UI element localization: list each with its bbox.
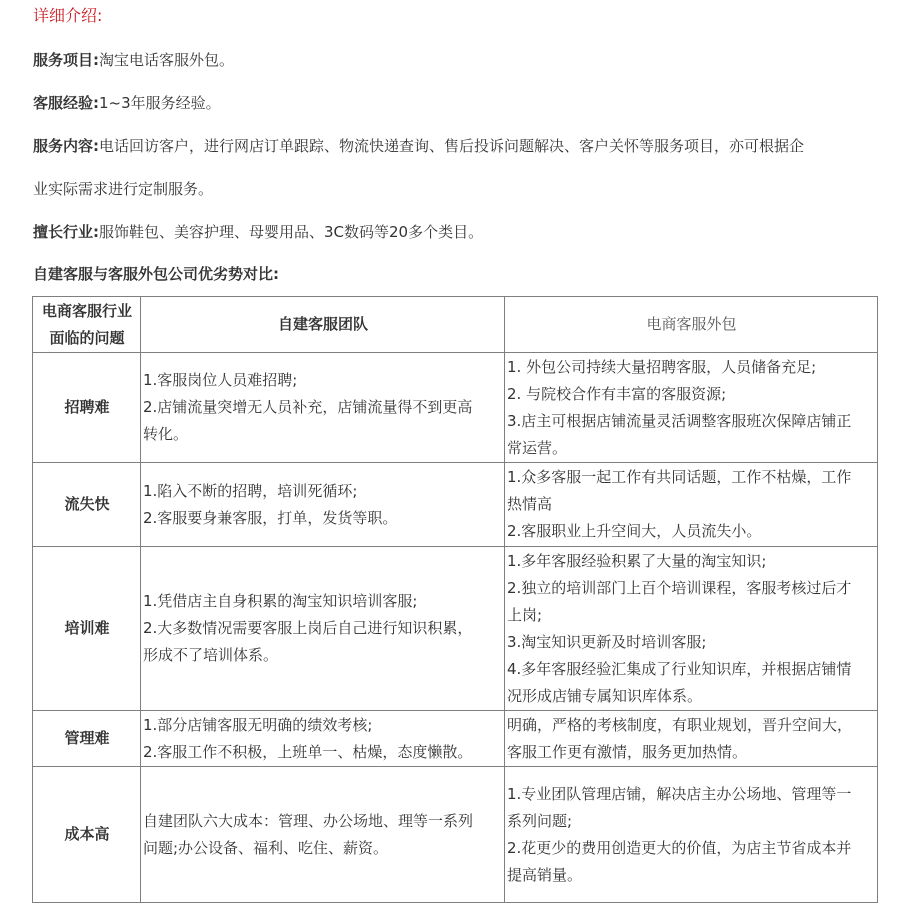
cell-text-line: 3.店主可根据店铺流量灵活调整客服班次保障店铺正 <box>507 411 852 430</box>
intro-heading: 详细介绍: <box>33 6 103 25</box>
cell-text-line: 1. 外包公司持续大量招聘客服，人员储备充足; <box>507 357 817 376</box>
industries-label: 擅长行业: <box>33 223 99 241</box>
self-built-cell <box>141 767 505 903</box>
service-item-label: 服务项目: <box>33 51 99 69</box>
cell-text-line: 系列问题; <box>507 811 573 830</box>
issue-cell: 管理难 <box>33 711 141 767</box>
cell-text-line: 热情高 <box>507 495 553 513</box>
table-row <box>33 767 878 903</box>
outsourced-cell <box>505 711 878 767</box>
cell-text-line: 常运营。 <box>507 438 568 457</box>
outsourced-cell <box>505 463 878 547</box>
cell-text-line: 1.客服岗位人员难招聘; <box>143 371 298 389</box>
cell-text-line: 明确，严格的考核制度，有职业规划，晋升空间大， <box>507 715 853 734</box>
table-row <box>33 547 878 711</box>
header-outsourced: 电商客服外包 <box>505 297 878 353</box>
self-built-cell <box>141 547 505 711</box>
industries-value: 服饰鞋包、美容护理、母婴用品、3C数码等20多个类目。 <box>99 223 484 241</box>
cell-text-line: 上岗; <box>507 605 543 624</box>
content-value: 电话回访客户，进行网店订单跟踪、物流快递查询、售后投诉问题解决、客户关怀等服务项目，亦可根据企 <box>99 137 805 155</box>
issue-cell: 成本高 <box>33 767 141 903</box>
self-built-cell <box>141 463 505 547</box>
header-issue <box>33 297 141 353</box>
cell-text-line: 问题;办公设备、福利、吃住、薪资。 <box>143 838 389 857</box>
table-row <box>33 463 878 547</box>
cell-text-line: 1.专业团队管理店铺，解决店主办公场地、管理等一 <box>507 784 852 803</box>
experience-label: 客服经验: <box>33 94 99 112</box>
cell-text-line: 提高销量。 <box>507 865 583 884</box>
content-label: 服务内容: <box>33 137 99 155</box>
cell-text-line: 2.客服要身兼客服，打单，发货等职。 <box>143 508 398 527</box>
issue-cell: 流失快 <box>33 463 141 547</box>
cell-text-line: 2.客服职业上升空间大，人员流失小。 <box>507 522 762 540</box>
compare-title: 自建客服与客服外包公司优劣势对比: <box>33 265 280 283</box>
outsourced-cell <box>505 547 878 711</box>
outsourced-cell <box>505 353 878 463</box>
header-issue-line1: 电商客服行业 <box>41 301 132 320</box>
cell-text-line: 客服工作更有激情，服务更加热情。 <box>507 742 748 761</box>
header-issue-line2: 面临的问题 <box>49 328 125 347</box>
cell-text-line: 况形成店铺专属知识库体系。 <box>507 686 703 705</box>
cell-text-line: 2. 与院校合作有丰富的客服资源; <box>507 384 727 403</box>
cell-text-line: 转化。 <box>143 425 189 443</box>
issue-cell: 培训难 <box>33 547 141 711</box>
comparison-table <box>32 296 878 903</box>
cell-text-line: 1.多年客服经验积累了大量的淘宝知识; <box>507 551 767 570</box>
table-header-row <box>33 297 878 353</box>
cell-text-line: 4.多年客服经验汇集成了行业知识库，并根据店铺情 <box>507 659 852 678</box>
issue-cell: 招聘难 <box>33 353 141 463</box>
industries-line <box>33 221 483 243</box>
cell-text-line: 2.客服工作不积极，上班单一、枯燥，态度懒散。 <box>143 742 473 761</box>
service-item-line <box>33 49 234 71</box>
cell-text-line: 1.凭借店主自身积累的淘宝知识培训客服; <box>143 592 418 610</box>
experience-line <box>33 92 221 114</box>
cell-text-line: 1.众多客服一起工作有共同话题，工作不枯燥，工作 <box>507 468 852 486</box>
cell-text-line: 2.大多数情况需要客服上岗后自己进行知识积累， <box>143 619 473 637</box>
cell-text-line: 1.部分店铺客服无明确的绩效考核; <box>143 715 373 734</box>
self-built-cell <box>141 711 505 767</box>
content-line <box>33 135 804 157</box>
outsourced-cell <box>505 767 878 903</box>
cell-text-line: 形成不了培训体系。 <box>143 646 279 664</box>
cell-text-line: 自建团队六大成本：管理、办公场地、理等一系列 <box>143 811 474 830</box>
self-built-cell <box>141 353 505 463</box>
experience-value: 1~3年服务经验。 <box>99 94 221 112</box>
header-self-built: 自建客服团队 <box>141 297 505 353</box>
service-item-value: 淘宝电话客服外包。 <box>99 51 235 69</box>
cell-text-line: 1.陷入不断的招聘，培训死循环; <box>143 481 358 500</box>
cell-text-line: 2.店铺流量突增无人员补充，店铺流量得不到更高 <box>143 398 473 416</box>
content-line-2: 业实际需求进行定制服务。 <box>33 180 214 198</box>
cell-text-line: 2.独立的培训部门上百个培训课程，客服考核过后才 <box>507 578 852 597</box>
cell-text-line: 3.淘宝知识更新及时培训客服; <box>507 632 707 651</box>
table-row <box>33 353 878 463</box>
table-row <box>33 711 878 767</box>
cell-text-line: 2.花更少的费用创造更大的价值，为店主节省成本并 <box>507 838 852 857</box>
